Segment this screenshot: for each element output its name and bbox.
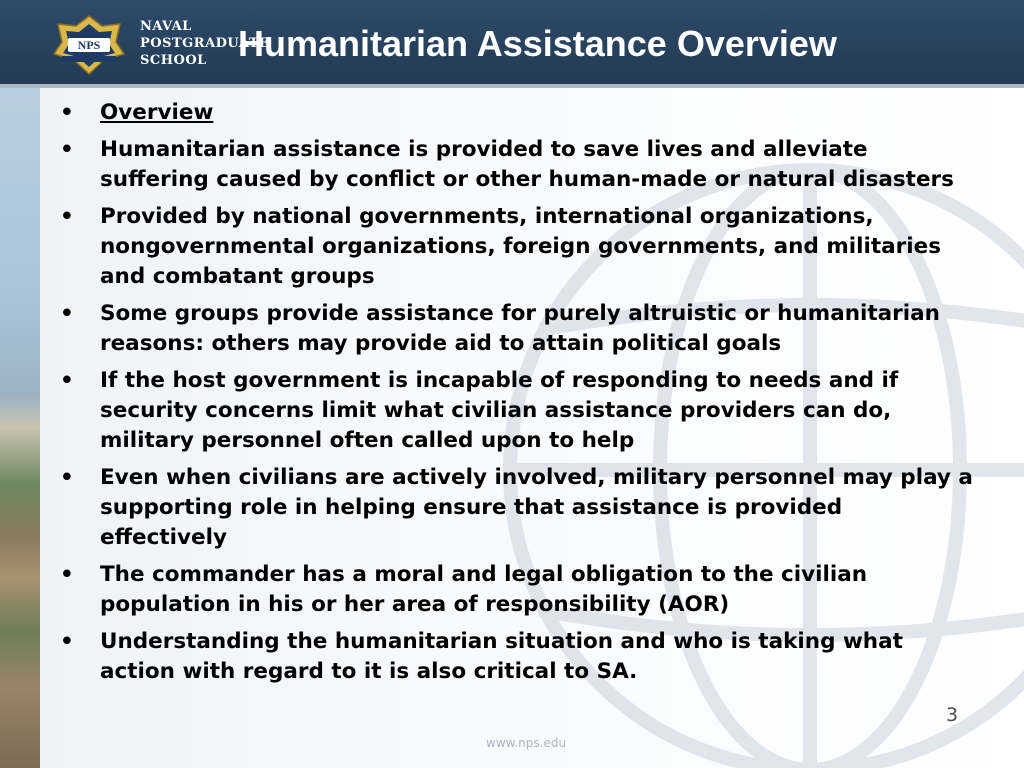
bullet-text: Even when civilians are actively involved, military personnel may play a supporting role in helping ensure that assistance is provided effectively	[100, 465, 973, 550]
bullet-item	[56, 560, 976, 620]
bullet-text: Provided by national governments, international organizations, nongovernmental organizations, foreign governments, and militaries and combatant groups	[100, 204, 942, 289]
bullet-text: Some groups provide assistance for purely altruistic or humanitarian reasons: others may provide aid to attain political goals	[100, 301, 940, 356]
page-number: 3	[946, 704, 959, 726]
bullet-item	[56, 366, 976, 456]
bullet-item	[56, 98, 976, 128]
bullet-marker: •	[60, 629, 74, 654]
bullet-marker: •	[60, 368, 74, 393]
bullet-item	[56, 135, 976, 195]
header-bar	[0, 0, 1024, 88]
school-name-line: SCHOOL	[140, 53, 207, 68]
bullet-item	[56, 299, 976, 359]
bullet-marker: •	[60, 137, 74, 162]
bullet-marker: •	[60, 465, 74, 490]
bullet-list	[56, 98, 976, 687]
bullet-item	[56, 202, 976, 292]
logo-badge-text: NPS	[77, 38, 101, 52]
section-heading: Overview	[100, 100, 214, 125]
bullet-marker: •	[60, 301, 74, 326]
campus-photo-strip	[0, 88, 40, 768]
school-name-line: POSTGRADUATE	[140, 36, 270, 51]
bullet-item	[56, 463, 976, 553]
bullet-text: Humanitarian assistance is provided to save lives and alleviate suffering caused by conflict or other human-made or natural disasters	[100, 137, 954, 192]
bullet-marker: •	[60, 562, 74, 587]
bullet-marker: •	[60, 204, 74, 229]
school-name-line: NAVAL	[140, 19, 192, 34]
footer-url: www.nps.edu	[486, 736, 567, 750]
bullet-marker: •	[60, 100, 74, 125]
slide-title: Humanitarian Assistance Overview	[238, 23, 837, 64]
bullet-item	[56, 627, 976, 687]
slide-content	[56, 98, 976, 694]
bullet-text: If the host government is incapable of responding to needs and if security concerns limit what civilian assistance providers can do, military personnel often called upon to help	[100, 368, 899, 453]
header-underline	[0, 84, 1024, 88]
nps-logo	[44, 12, 134, 78]
bullet-text: The commander has a moral and legal obligation to the civilian population in his or her area of responsibility (AOR)	[100, 562, 868, 617]
bullet-text: Understanding the humanitarian situation and who is taking what action with regard to it is also critical to SA.	[100, 629, 903, 684]
